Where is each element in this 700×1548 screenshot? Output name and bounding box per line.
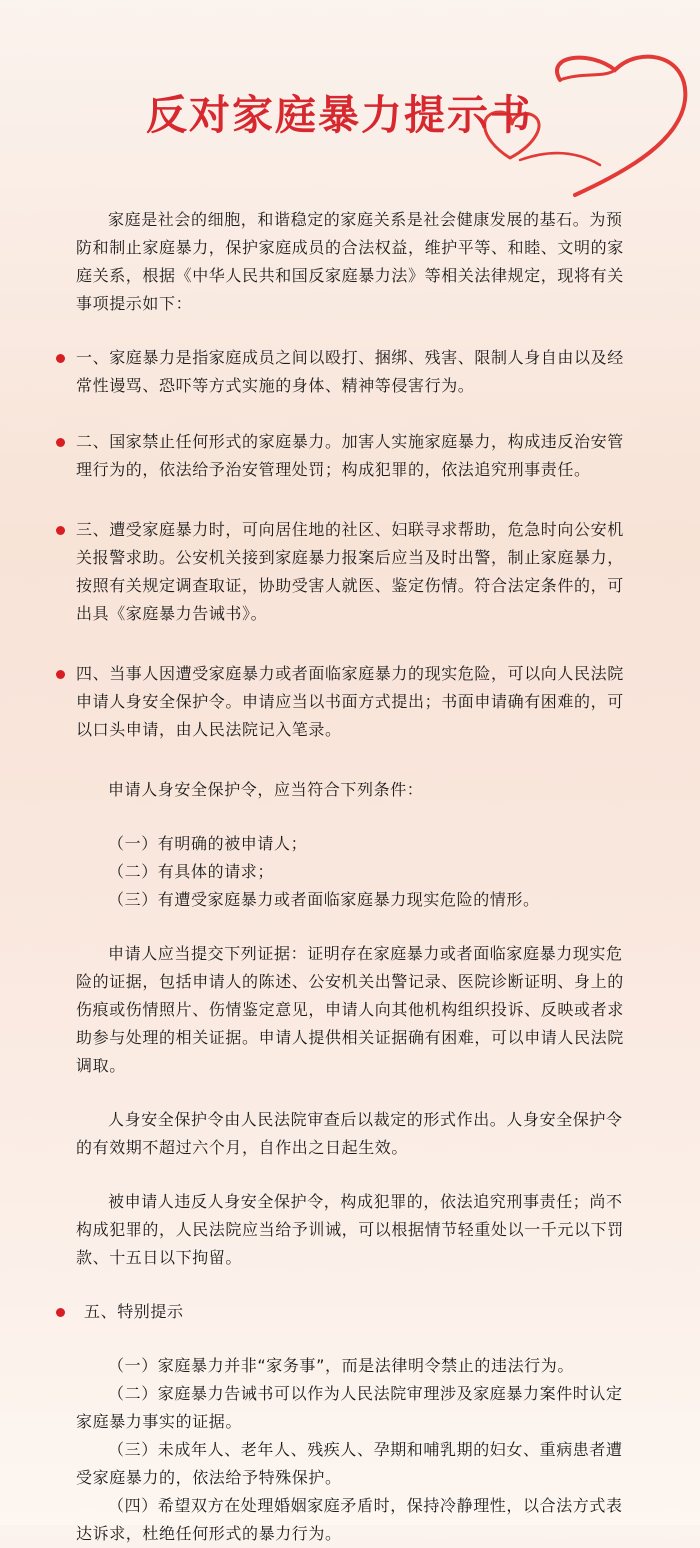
page-title: 反对家庭暴力提示书 xyxy=(146,91,533,139)
evidence-paragraph: 申请人应当提交下列证据：证明存在家庭暴力或者面临家庭暴力现实危险的证据，包括申请人的陈述、公安机关出警记录、医院诊断证明、身上的伤痕或伤情照片、伤情鉴定意见，申请人向其他机构组织投诉、反映或者求助参与处理的相关证据。申请人提供相关证据确有困难，可以申请人民法院调取。 xyxy=(76,944,624,1075)
special-item: （二）家庭暴力告诫书可以作为人民法院审理涉及家庭暴力案件时认定家庭暴力事实的证据。 xyxy=(76,1384,623,1431)
violation-paragraph: 被申请人违反人身安全保护令，构成犯罪的，依法追究刑事责任；尚不构成犯罪的，人民法院应当给予训诫，可以根据情节轻重处以一千元以下罚款、十五日以下拘留。 xyxy=(76,1192,624,1267)
validity-paragraph: 人身安全保护令由人民法院审查后以裁定的形式作出。人身安全保护令的有效期不超过六个月，自作出之日起生效。 xyxy=(76,1110,623,1157)
red-dot-bullet-icon xyxy=(56,526,65,535)
document-body xyxy=(76,206,636,1548)
red-dot-bullet-icon xyxy=(56,1308,65,1317)
special-item: （三）未成年人、老年人、残疾人、孕期和哺乳期的妇女、重病患者遭受家庭暴力的，依法给予特殊保护。 xyxy=(76,1440,623,1487)
special-item: （一）家庭暴力并非“家务事”，而是法律明令禁止的违法行为。 xyxy=(108,1356,574,1375)
red-dot-bullet-icon xyxy=(56,354,65,363)
red-dot-bullet-icon xyxy=(56,438,65,447)
intro-paragraph: 家庭是社会的细胞，和谐稳定的家庭关系是社会健康发展的基石。为预防和制止家庭暴力，保护家庭成员的合法权益，维护平等、和睦、文明的家庭关系，根据《中华人民共和国反家庭暴力法》等相关法律规定，现将有关事项提示如下： xyxy=(76,210,624,313)
special-heading: 五、特别提示 xyxy=(76,1298,636,1326)
special-item: （四）希望双方在处理婚姻家庭矛盾时，保持冷静理性，以合法方式表达诉求，杜绝任何形式的暴力行为。 xyxy=(76,1496,623,1543)
list-item: 二、国家禁止任何形式的家庭暴力。加害人实施家庭暴力，构成违反治安管理行为的，依法给予治安管理处罚；构成犯罪的，依法追究刑事责任。 xyxy=(76,428,636,484)
list-item: 三、遭受家庭暴力时，可向居住地的社区、妇联寻求帮助，危急时向公安机关报警求助。公安机关接到家庭暴力报案后应当及时出警，制止家庭暴力，按照有关规定调查取证，协助受害人就医、鉴定伤情。符合法定条件的，可出具《家庭暴力告诫书》。 xyxy=(76,516,636,628)
condition-item: （三）有遭受家庭暴力或者面临家庭暴力现实危险的情形。 xyxy=(108,890,540,909)
list-item: 一、家庭暴力是指家庭成员之间以殴打、捆绑、残害、限制人身自由以及经常性谩骂、恐吓等方式实施的身体、精神等侵害行为。 xyxy=(76,344,636,400)
condition-item: （二）有具体的请求； xyxy=(108,862,275,881)
condition-item: （一）有明确的被申请人； xyxy=(108,834,308,853)
red-dot-bullet-icon xyxy=(56,670,65,679)
conditions-intro: 申请人身安全保护令，应当符合下列条件： xyxy=(108,780,424,799)
list-item: 四、当事人因遭受家庭暴力或者面临家庭暴力的现实危险，可以向人民法院申请人身安全保护令。申请应当以书面方式提出；书面申请确有困难的，可以口头申请，由人民法院记入笔录。 xyxy=(76,660,636,744)
